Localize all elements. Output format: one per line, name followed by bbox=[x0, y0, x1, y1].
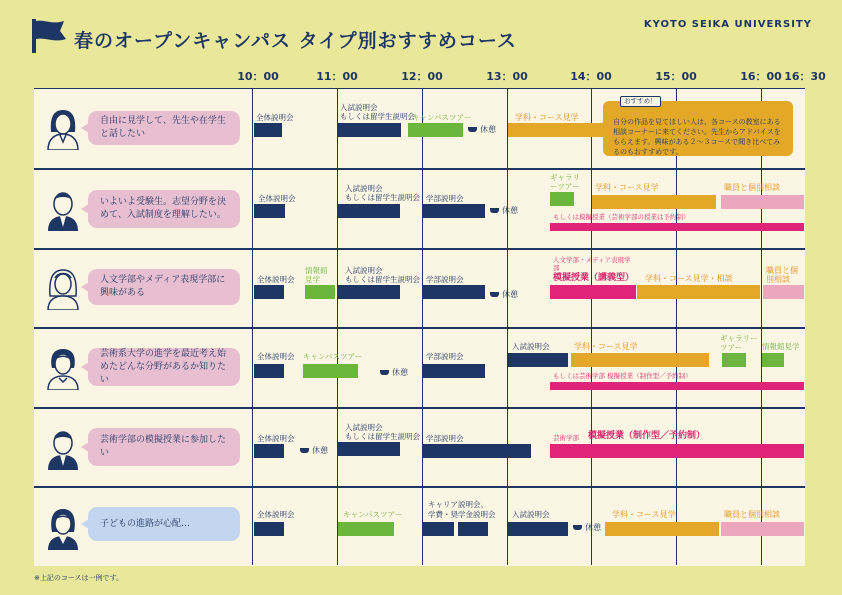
bar-general-briefing bbox=[254, 204, 285, 218]
label-admission-briefing: 入試説明会 bbox=[340, 103, 378, 112]
label-humanities-media: 人文学部・メディア表現学部 bbox=[553, 256, 631, 272]
label-admission-briefing: 入試説明会 bbox=[345, 423, 383, 432]
bar-faculty-briefing bbox=[423, 204, 485, 218]
time-label-1200: 12：00 bbox=[401, 70, 443, 83]
label-general-briefing: 全体説明会 bbox=[256, 113, 294, 122]
label-department-tour-consult: 学科・コース見学・相談 bbox=[645, 274, 733, 283]
row-divider bbox=[34, 486, 805, 488]
label-general-briefing: 全体説明会 bbox=[258, 194, 296, 203]
bubble-row-1: 自由に見学して、先生や在学生と話したい bbox=[88, 111, 240, 145]
label-gallery-tour: ギャラリーツアー bbox=[550, 173, 580, 191]
female-short-hair-avatar-icon bbox=[44, 346, 82, 390]
bar-department-tour bbox=[571, 353, 709, 367]
bubble-row-2: いよいよ受験生。志望分野を決めて、入試制度を理解したい。 bbox=[88, 190, 240, 228]
male-student-avatar-icon bbox=[44, 426, 82, 470]
bar-faculty-briefing bbox=[423, 285, 485, 299]
bar-career-briefing bbox=[423, 522, 454, 536]
parent-avatar-icon bbox=[44, 506, 82, 550]
bar-general-briefing bbox=[254, 364, 284, 378]
bar-faculty-briefing bbox=[423, 364, 485, 378]
bubble-row-6: 子どもの進路が心配… bbox=[88, 507, 240, 541]
time-label-1100: 11：00 bbox=[316, 70, 358, 83]
bar-general-briefing bbox=[254, 123, 282, 137]
coffee-cup-icon bbox=[490, 292, 499, 297]
bar-admission-briefing bbox=[338, 204, 400, 218]
label-intl-briefing: もしくは留学生説明会 bbox=[340, 112, 415, 121]
bar-tuition-briefing bbox=[458, 522, 488, 536]
bar-mock-class-alt bbox=[550, 223, 804, 231]
label-department-tour: 学科・コース見学 bbox=[515, 113, 579, 122]
label-individual-consult: 職員と個別相談 bbox=[724, 183, 780, 192]
break-label: 休憩 bbox=[490, 205, 518, 216]
time-label-1600: 16：00 bbox=[740, 70, 782, 83]
time-label-1400: 14：00 bbox=[570, 70, 612, 83]
break-label: 休憩 bbox=[380, 367, 408, 378]
page-title: 春のオープンキャンパス タイプ別おすすめコース bbox=[74, 30, 517, 52]
label-faculty-briefing: 学部説明会 bbox=[426, 275, 464, 284]
bar-admission-briefing bbox=[508, 522, 568, 536]
bubble-row-3: 人文学部やメディア表現学部に興味がある bbox=[88, 269, 240, 305]
bar-department-tour-consult bbox=[637, 285, 760, 299]
bar-department-tour bbox=[592, 195, 716, 209]
label-general-briefing: 全体説明会 bbox=[257, 510, 295, 519]
bar-mock-class-alt bbox=[550, 382, 804, 390]
bar-individual-consult bbox=[763, 285, 804, 299]
bar-admission-briefing bbox=[338, 123, 401, 137]
time-label-1000: 10：00 bbox=[237, 70, 279, 83]
label-department-tour: 学科・コース見学 bbox=[574, 342, 638, 351]
label-general-briefing: 全体説明会 bbox=[257, 352, 295, 361]
coffee-cup-icon bbox=[300, 448, 309, 453]
label-gallery-tour: ギャラリーツアー bbox=[720, 334, 758, 352]
bubble-row-5: 芸術学部の模擬授業に参加したい bbox=[88, 428, 240, 466]
row-divider bbox=[34, 407, 805, 409]
bar-library-visit bbox=[762, 353, 784, 367]
label-faculty-briefing: 学部説明会 bbox=[426, 434, 464, 443]
label-campus-tour: キャンパスツアー bbox=[343, 510, 403, 519]
label-faculty-briefing: 学部説明会 bbox=[426, 194, 464, 203]
label-library-visit: 情報館見学 bbox=[762, 342, 800, 351]
bar-general-briefing bbox=[254, 285, 284, 299]
time-label-1500: 15：00 bbox=[655, 70, 697, 83]
bar-individual-consult bbox=[721, 522, 804, 536]
bar-mock-class-lecture bbox=[550, 285, 636, 299]
bar-admission-briefing bbox=[508, 353, 568, 367]
time-label-1300: 13：00 bbox=[486, 70, 528, 83]
recommendation-callout: 自分の作品を見てほしい人は、各コースの教室にある相談コーナーに来てください。先生からアドバイスをもらえます。興味がある２〜３コースで聞き比べてみるのもおすすめです。 bbox=[603, 101, 793, 156]
break-label: 休憩 bbox=[490, 289, 518, 300]
coffee-cup-icon bbox=[468, 127, 477, 132]
bar-campus-tour bbox=[408, 123, 463, 137]
male-student-avatar-icon bbox=[44, 187, 82, 231]
bar-faculty-briefing bbox=[423, 444, 531, 458]
coffee-cup-icon bbox=[380, 370, 389, 375]
label-faculty-briefing: 学部説明会 bbox=[426, 352, 464, 361]
university-name: KYOTO SEIKA UNIVERSITY bbox=[643, 19, 812, 30]
bubble-row-4: 芸術系大学の進学を最近考え始めたどんな分野があるか知りたい bbox=[88, 348, 240, 386]
label-individual-consult: 職員と個別相談 bbox=[724, 510, 780, 519]
label-intl-briefing: もしくは留学生説明会 bbox=[345, 275, 420, 284]
label-intl-briefing: もしくは留学生説明会 bbox=[345, 193, 420, 202]
footnote: ※上記のコースは一例です。 bbox=[34, 574, 123, 582]
break-label: 休憩 bbox=[573, 522, 601, 533]
bar-general-briefing bbox=[254, 444, 284, 458]
row-divider bbox=[34, 248, 805, 250]
coffee-cup-icon bbox=[573, 525, 582, 530]
bar-mock-class-production bbox=[550, 444, 804, 458]
bar-admission-briefing bbox=[338, 442, 400, 456]
label-admission-briefing: 入試説明会 bbox=[512, 342, 550, 351]
label-art-faculty: 芸術学部 bbox=[553, 434, 579, 442]
label-individual-consult: 職員と個別相談 bbox=[766, 266, 798, 284]
recommendation-tag: おすすめ！ bbox=[620, 96, 661, 107]
label-mock-class-lecture: 模擬授業（講義型） bbox=[553, 273, 635, 283]
label-campus-tour: キャンパスツアー bbox=[412, 113, 472, 122]
label-mock-class-alt: もしくは模擬授業（芸術学部の授業は予約制） bbox=[553, 213, 690, 221]
label-tuition-briefing: 学費・奨学金説明会 bbox=[428, 510, 496, 519]
label-mock-class-production: 模擬授業（制作型／予約制） bbox=[588, 431, 706, 441]
label-department-tour: 学科・コース見学 bbox=[612, 510, 676, 519]
label-career-briefing: キャリア説明会、 bbox=[428, 500, 488, 509]
bar-library-visit bbox=[305, 285, 335, 299]
row-divider bbox=[34, 327, 805, 329]
label-campus-tour: キャンパスツアー bbox=[303, 352, 363, 361]
label-general-briefing: 全体説明会 bbox=[257, 434, 295, 443]
break-label: 休憩 bbox=[300, 445, 328, 456]
coffee-cup-icon bbox=[490, 208, 499, 213]
label-admission-briefing: 入試説明会 bbox=[512, 510, 550, 519]
bar-gallery-tour bbox=[550, 192, 574, 206]
female-student-avatar-icon bbox=[44, 106, 82, 150]
bar-admission-briefing bbox=[338, 285, 400, 299]
female-student-casual-avatar-icon bbox=[44, 266, 82, 310]
label-department-tour: 学科・コース見学 bbox=[595, 183, 659, 192]
label-admission-briefing: 入試説明会 bbox=[345, 266, 383, 275]
flag-icon bbox=[30, 17, 68, 55]
bar-department-tour bbox=[605, 522, 719, 536]
break-label: 休憩 bbox=[468, 124, 496, 135]
label-library-visit: 情報館見学 bbox=[305, 266, 328, 284]
bar-campus-tour bbox=[303, 364, 358, 378]
bar-department-tour bbox=[508, 123, 603, 137]
row-divider bbox=[34, 168, 805, 170]
bar-gallery-tour bbox=[722, 353, 746, 367]
time-label-1630: 16：30 bbox=[784, 70, 826, 83]
bar-individual-consult bbox=[721, 195, 804, 209]
label-mock-class-alt: もしくは芸術学部 模擬授業（制作型／予約制） bbox=[553, 372, 692, 380]
bar-campus-tour bbox=[338, 522, 394, 536]
label-admission-briefing: 入試説明会 bbox=[345, 184, 383, 193]
label-general-briefing: 全体説明会 bbox=[257, 275, 295, 284]
bar-general-briefing bbox=[254, 522, 284, 536]
label-intl-briefing: もしくは留学生説明会 bbox=[345, 432, 420, 441]
